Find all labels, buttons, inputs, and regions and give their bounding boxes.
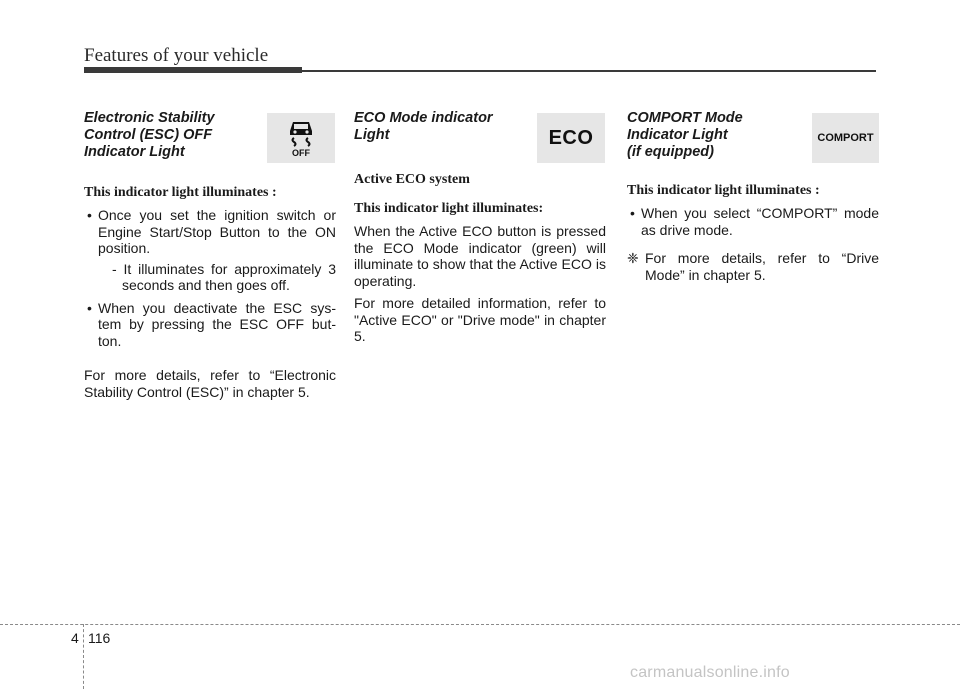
comport-subheading: This indicator light illuminates :	[627, 183, 820, 198]
esc-off-indicator	[267, 113, 335, 163]
eco-subheading: This indicator light illuminates:	[354, 201, 544, 216]
page-number: 116	[88, 630, 111, 646]
esc-off-sub-bullet: - It illuminates for approximately 3 seconds and then goes off.	[112, 260, 336, 293]
comport-bullet-list	[627, 205, 879, 238]
esc-off-reference: For more details, refer to “Electronic Stability Control (ESC)” in chapter 5.	[84, 367, 336, 400]
esc-off-subheading: This indicator light illuminates :	[84, 185, 277, 200]
esc-off-icon	[286, 119, 316, 147]
section-comport	[627, 110, 879, 283]
chapter-number: 4	[71, 630, 79, 646]
esc-off-bullet-list	[84, 207, 336, 349]
eco-paragraph-2: For more detailed information, refer to "Active ECO" or "Drive mode" in chapter 5.	[354, 295, 606, 344]
comport-icon: COMPORT	[817, 132, 874, 144]
footer-divider	[0, 624, 960, 625]
esc-off-heading: Electronic Stability Control (ESC) OFF Indicator Light	[84, 110, 215, 160]
header-rule-thin	[300, 70, 876, 72]
eco-icon: ECO	[548, 126, 594, 149]
watermark: carmanualsonline.info	[630, 664, 790, 681]
section-esc-off	[84, 110, 336, 400]
list-item: • Once you set the ignition switch or Engine Start/Stop Button to the ON position. - It illuminates for approximately 3 seconds and then goes off.	[84, 207, 336, 294]
eco-indicator	[537, 113, 605, 163]
note-symbol-icon: ❈	[627, 250, 639, 266]
eco-system-title: Active ECO system	[354, 172, 470, 187]
eco-heading: ECO Mode indicator Light	[354, 110, 493, 143]
esc-off-icon-label: OFF	[292, 147, 310, 158]
list-item: • When you select “COMPORT” mode as drive mode.	[627, 205, 879, 238]
header-rule-thick	[84, 67, 302, 73]
comport-note	[627, 250, 879, 283]
comport-note-text: For more details, refer to “Drive Mode” in chapter 5.	[645, 250, 879, 283]
section-eco	[354, 110, 606, 345]
list-item: • When you deactivate the ESC sys-tem by pressing the ESC OFF but-ton.	[84, 300, 336, 350]
comport-heading: COMPORT Mode Indicator Light (if equipped)	[627, 110, 743, 160]
comport-indicator	[812, 113, 879, 163]
page-header-title: Features of your vehicle	[84, 45, 269, 66]
eco-paragraph-1: When the Active ECO button is pressed the ECO Mode indicator (green) will illuminate to show that the Active ECO is operating.	[354, 223, 606, 289]
footer-vertical-divider	[83, 624, 84, 689]
